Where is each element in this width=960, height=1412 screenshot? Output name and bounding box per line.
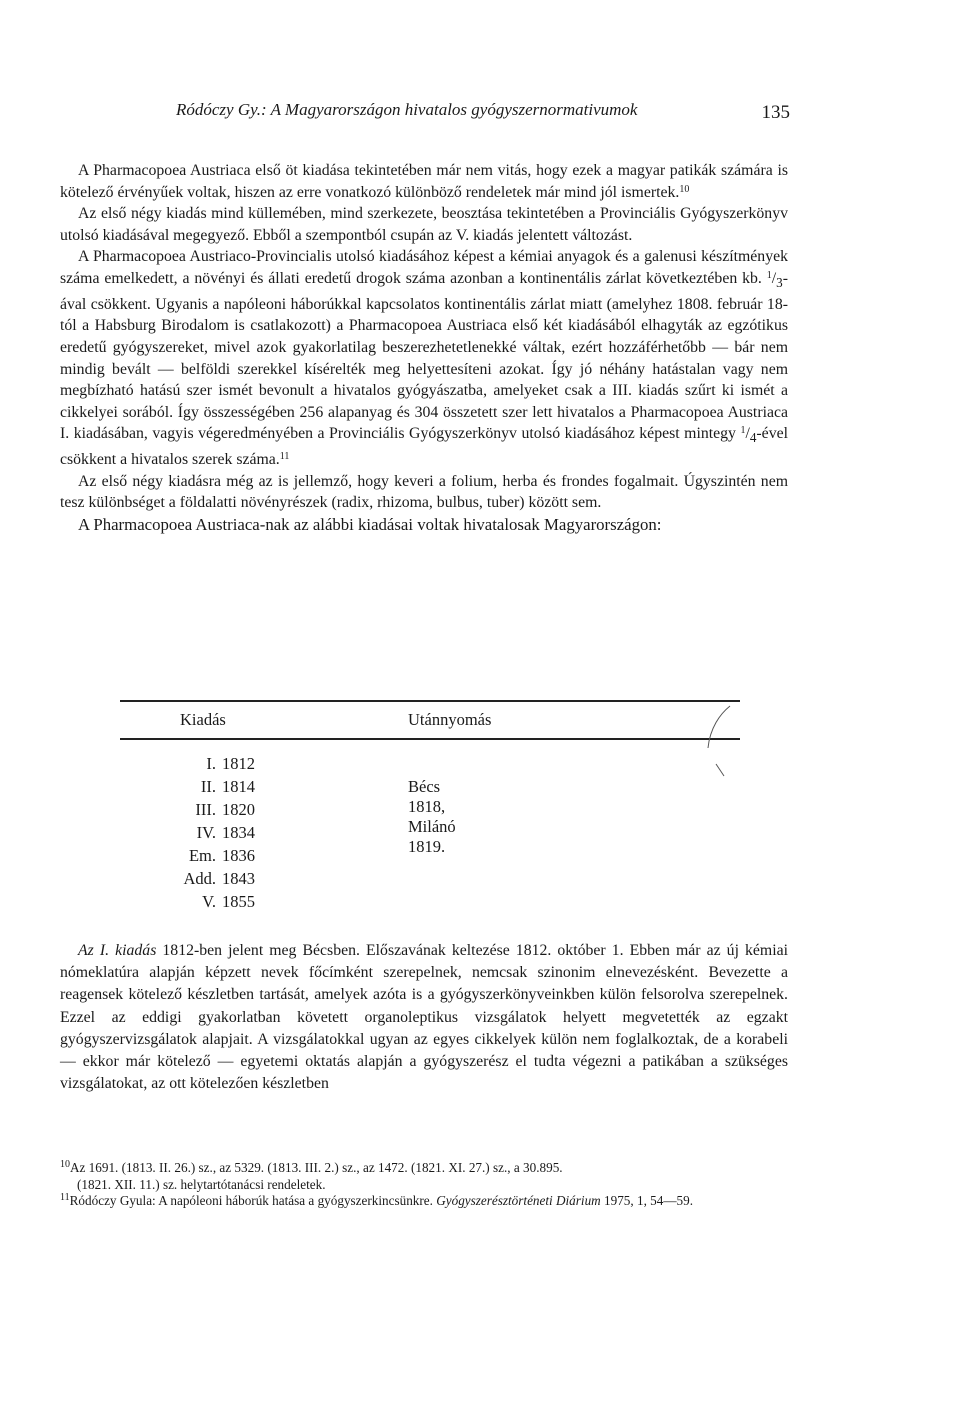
fraction-third-slash: / [771,269,777,287]
paragraph-3: A Pharmacopoea Austriaco-Provincialis utolsó kiadásához képest a kémiai anyagok és a galenusi készítmények száma emelkedett, a növényi és állati eredetű drogok száma azonban a kontinentális zárlat következtében kb. $^1/_3$-ával csökkent. Ugyanis a napóleoni háborúkkal kapcsolatos kontinentális zárlat miatt (amelyhez 1808. február 18-tól a Habsburg Birodalom is csatlakozott) a Pharmacopoea Austriaca első két kiadásából elhagyták az egzótikus eredetű gyógyszereket, mivel azok gyakorlatilag beszerezhetetlenekké váltak, ezért hozzáférhetőbb — bár nem mindig bevált — belföldi szerekkel kísérelték meg helyettesíteni azokat. Így jó néhány hatástalan vagy nem megbízható hatású szer ismét bevonult a hivatalos gyógyászatba, amelyeket csak a III. kiadás szűrt ki ismét a cikkelyei sorából. Így összességében 256 alapanyag és 304 összetett szer lett hivatalos a Pharmacopoea Austriaca I. kiadásában, vagyis végeredményében a Provinciális Gyógyszerkönyv utolsó kiadásához képest mintegy $^1/_4$-ével csökkent a hivatalos szerek száma.$^{11}$ [60,248,789,469]
year: 1820 [222,800,255,819]
table-header-rule [120,738,740,740]
footnote-ref-10: 10 [679,183,690,195]
paragraph-4: Az első négy kiadásra még az is jellemző, hogy keveri a folium, herba és frondes fogalmait. Úgyszintén nem tesz különbséget a földalatti növényrészek (radix, rhizoma, bulbus, tuber) között sem. [60,472,788,512]
footnote-10-cont: (1821. XII. 11.) sz. helytartótanácsi rendeletek. [77,1176,326,1192]
table-top-rule [120,700,740,702]
edition: I. [206,754,216,773]
fraction-fourth-denominator: 4 [749,430,757,446]
table-intro: A Pharmacopoea Austriaca-nak az alábbi kiadásai voltak hivatalosak Magyarországon: [78,514,662,534]
edition: Em. [188,846,216,865]
year: 1843 [222,869,255,888]
paragraph-5: Az I. kiadás 1812-ben jelent meg Bécsben. Előszavának keltezése 1812. október 1. Ebben már az új kémiai nómeklatúra alapján képzett nevek főcímként szerepelnek, nemcsak szinonim elnevezésként. Bevezette a reagensek kötelező készletben tartását, amelyek azóta is a gyógyszerkönyveinkben külön felsorolva szerepelnek. Ezzel az eddigi gyakorlatban követett organoleptikus vizsgálatok helyett megvetették az egzakt gyógyszervizsgálatok alapjait. A vizsgálatokkal ugyan az egyes cikkelyek külön nem foglalkoztak, de a korabeli — ekkor már kötelező — egyetemi oktatás alapján a gyógyszerész el tudta végezni a patikában a szükséges vizsgálatokat, az ott kötelezően készletben [60,942,789,1093]
fraction-third-denominator: 3 [776,275,783,291]
edition: V. [202,892,216,911]
fraction-third-numerator: 1 [766,269,772,281]
year: 1812 [222,754,255,773]
pencil-stroke [708,706,730,748]
edition: IV. [196,823,216,842]
fraction-fourth-slash: / [745,425,750,443]
header-kiadas: Kiadás [180,710,226,729]
reprint: Bécs 1818, Milánó 1819. [408,777,456,856]
pencil-mark [700,700,740,780]
lead-italic: Az I. kiadás [78,942,157,959]
editions-table [120,700,740,920]
page-number: 135 [761,102,790,123]
paragraph-2: Az első négy kiadás mind küllemében, mind szerkezete, beosztása tekintetében a Provinciális Gyógyszerkönyv utolsó kiadásával megegyező. Ebből a szempontból csupán az V. kiadás jelentett változást. [60,205,788,244]
footnote-11: $^{11}$Ródóczy Gyula: A napóleoni háborúk hatása a gyógyszerkincsünkre. Gyógyszerésztörténeti Diárium 1975, 1, 54—59. [60,1192,694,1208]
fraction-fourth-numerator: 1 [740,425,746,437]
footnotes [60,1160,788,1210]
running-head-author: Ródóczy Gy. [176,100,261,119]
year: 1855 [222,892,255,911]
footnote-10: $^{10}$Az 1691. (1813. II. 26.) sz., az 5329. (1813. III. 2.) sz., az 1472. (1821. XI. 27.) sz., a 30.895. [60,1159,563,1175]
pencil-stroke [716,764,724,776]
header-utannyomas: Utánnyomás [408,710,492,729]
page-header [176,100,790,123]
year: 1814 [222,777,255,796]
body-text [60,160,788,535]
paragraph-1: A Pharmacopoea Austriaca első öt kiadása tekintetében már nem vitás, hogy ezek a magyar patikák számára is kötelező érvényűek voltak, hiszen az erre vonatkozó különböző rendeletek már mind jól ismertek.$^{10}$ [60,162,788,201]
footnote-ref-11: 11 [279,451,290,463]
year: 1834 [222,823,255,842]
running-head-title: : A Magyarországon hivatalos gyógyszernormativumok [260,100,638,119]
edition: Add. [183,869,216,888]
year: 1836 [222,846,255,865]
edition: II. [200,777,216,796]
edition: III. [195,800,216,819]
after-table-text [60,940,788,1095]
